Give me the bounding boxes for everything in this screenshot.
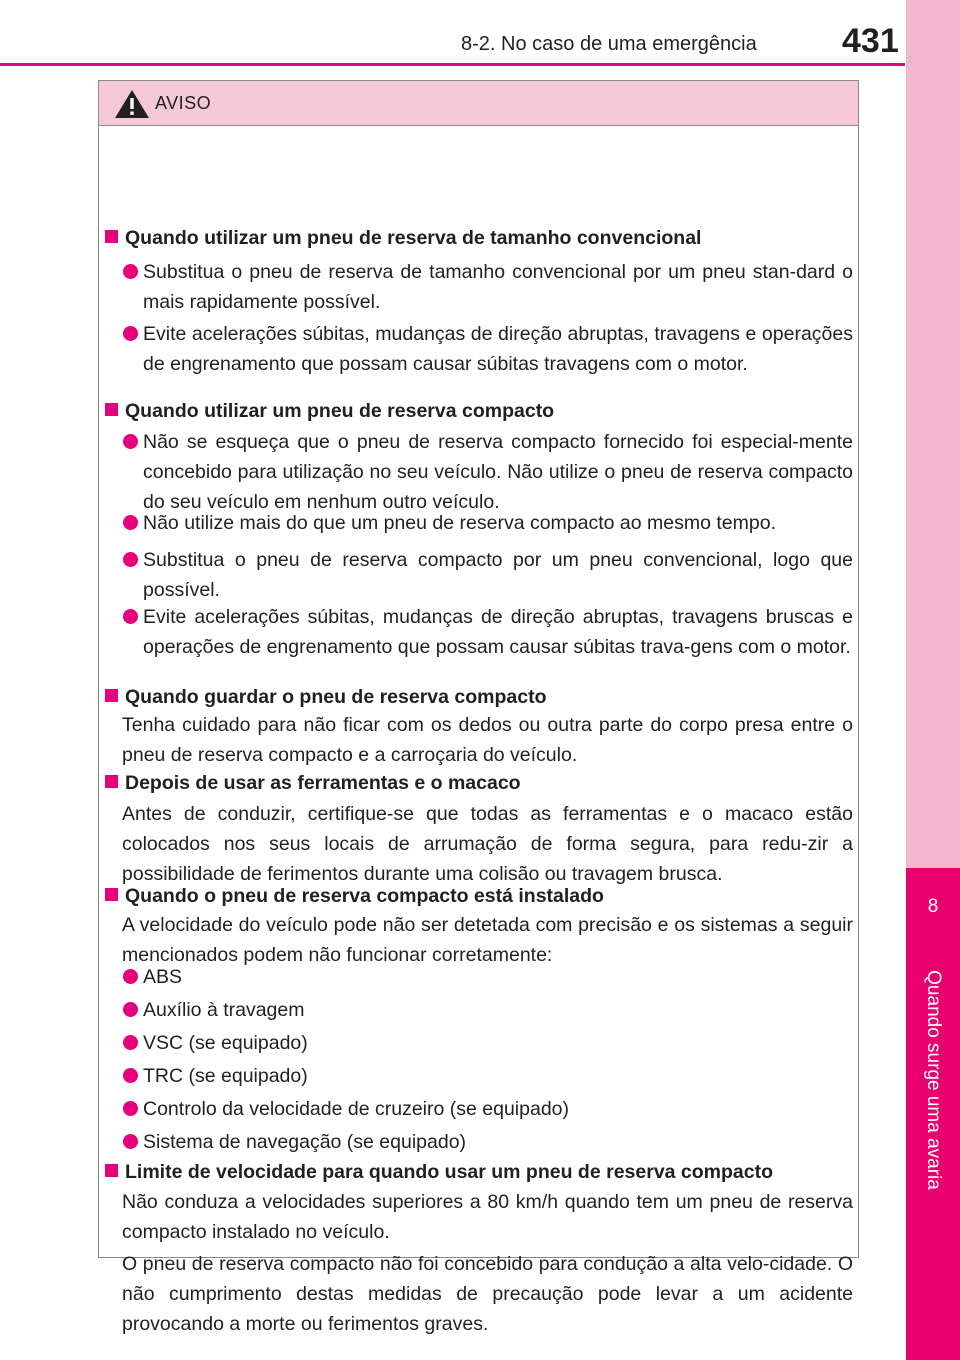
page-header — [0, 0, 905, 70]
square-bullet-icon — [105, 403, 118, 416]
round-bullet-icon — [123, 1101, 138, 1116]
warning-triangle-icon — [114, 89, 150, 119]
round-bullet-icon — [123, 515, 138, 530]
list-item: Evite acelerações súbitas, mudanças de direção abruptas, travagens bruscas e operações de engrenamento que possam causar súbitas trava-gens com o motor. — [123, 602, 853, 662]
list-item: ABS — [123, 962, 853, 992]
chapter-number: 8 — [927, 896, 939, 917]
round-bullet-icon — [123, 1134, 138, 1149]
section-heading: Quando utilizar um pneu de reserva compacto — [105, 396, 554, 426]
warning-box — [98, 80, 859, 1335]
warning-header — [99, 81, 858, 126]
section-heading: Depois de usar as ferramentas e o macaco — [105, 768, 521, 798]
square-bullet-icon — [105, 888, 118, 901]
round-bullet-icon — [123, 434, 138, 449]
section-paragraph: Tenha cuidado para não ficar com os dedos ou outra parte do corpo presa entre o pneu de reserva compacto e a carroçaria do veículo. — [122, 714, 853, 766]
section-paragraph: A velocidade do veículo pode não ser detetada com precisão e os sistemas a seguir mencionados podem não funcionar corretamente: — [122, 914, 853, 966]
list-item: Auxílio à travagem — [123, 995, 853, 1025]
section-heading: Limite de velocidade para quando usar um pneu de reserva compacto — [105, 1157, 773, 1187]
square-bullet-icon — [105, 775, 118, 788]
round-bullet-icon — [123, 326, 138, 341]
list-item: Não se esqueça que o pneu de reserva compacto fornecido foi especial-mente concebido para utilização no seu veículo. Não utilize o pneu de reserva compacto do seu veículo em nenhum outro veículo. — [123, 427, 853, 517]
round-bullet-icon — [123, 969, 138, 984]
header-rule — [0, 63, 905, 66]
section-heading: Quando o pneu de reserva compacto está instalado — [105, 881, 604, 911]
page-number: 431 — [842, 22, 899, 60]
square-bullet-icon — [105, 230, 118, 243]
warning-label: AVISO — [155, 93, 212, 113]
round-bullet-icon — [123, 1035, 138, 1050]
section-paragraph: Antes de conduzir, certifique-se que todas as ferramentas e o macaco estão colocados nos seus locais de arrumação de forma segura, para redu-zir a possibilidade de ferimentos durante uma colisão ou travagem brusca. — [122, 803, 853, 885]
round-bullet-icon — [123, 552, 138, 567]
section-heading: Quando guardar o pneu de reserva compacto — [105, 682, 547, 712]
list-item: VSC (se equipado) — [123, 1028, 853, 1058]
square-bullet-icon — [105, 689, 118, 702]
square-bullet-icon — [105, 1164, 118, 1177]
section-paragraph: O pneu de reserva compacto não foi concebido para condução a alta velo-cidade. O não cumprimento destas medidas de precaução pode levar a um acidente provocando a morte ou ferimentos graves. — [122, 1253, 853, 1335]
round-bullet-icon — [123, 1068, 138, 1083]
section-paragraph: Não conduza a velocidades superiores a 80 km/h quando tem um pneu de reserva compacto instalado no veículo. — [122, 1191, 853, 1243]
section-title: 8-2. No caso de uma emergência — [461, 33, 757, 55]
list-item: Não utilize mais do que um pneu de reserva compacto ao mesmo tempo. — [123, 508, 853, 538]
round-bullet-icon — [123, 609, 138, 624]
list-item: Sistema de navegação (se equipado) — [123, 1127, 853, 1157]
list-item: Substitua o pneu de reserva de tamanho convencional por um pneu stan-dard o mais rapidamente possível. — [123, 257, 853, 317]
round-bullet-icon — [123, 264, 138, 279]
list-item: Evite acelerações súbitas, mudanças de direção abruptas, travagens e operações de engrenamento que possam causar súbitas travagens com o motor. — [123, 319, 853, 379]
list-item: Controlo da velocidade de cruzeiro (se equipado) — [123, 1094, 853, 1124]
list-item: TRC (se equipado) — [123, 1061, 853, 1091]
chapter-title: Quando surge uma avaria — [923, 970, 944, 1190]
round-bullet-icon — [123, 1002, 138, 1017]
section-heading: Quando utilizar um pneu de reserva de tamanho convencional — [105, 223, 701, 253]
list-item: Substitua o pneu de reserva compacto por um pneu convencional, logo que possível. — [123, 545, 853, 605]
